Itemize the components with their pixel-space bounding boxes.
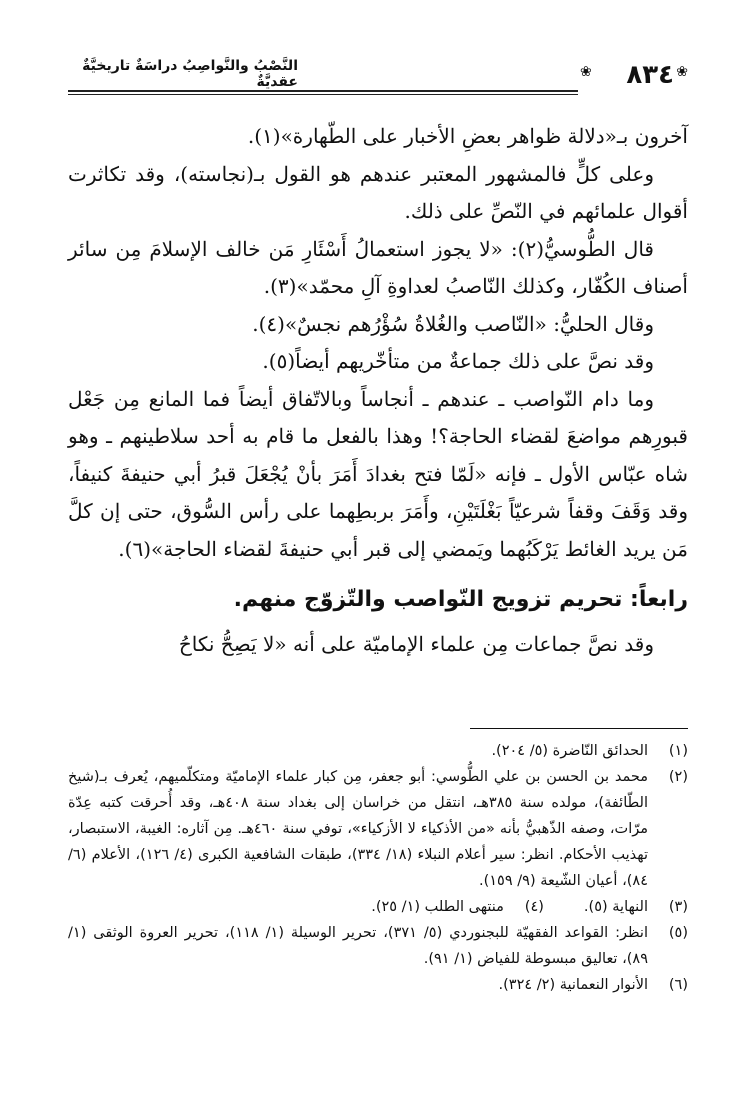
- footnote-separator: [470, 728, 688, 729]
- page-number-box: [578, 56, 688, 100]
- footnote: [584, 894, 688, 920]
- footnote-pair: [68, 894, 688, 920]
- footnote: [68, 764, 688, 894]
- paragraph: آخرون بـ«دلالة ظواهر بعضِ الأخبار على الطّهارة»(١).: [247, 124, 688, 148]
- footnote-text: منتهى الطلب (١/ ٢٥).: [371, 899, 504, 915]
- footnote-number: (٦): [668, 977, 688, 993]
- page-header: [68, 52, 688, 112]
- footnote-number: (٢): [668, 769, 688, 785]
- footnote-number: (١): [668, 743, 688, 759]
- footnote: [68, 972, 688, 998]
- footnote-number: (٣): [668, 899, 688, 915]
- paragraph: وعلى كلٍّ فالمشهور المعتبر عندهم هو القول بـ(نجاسته)، وقد تكاثرت أقوال علمائهم في النّصِّ على ذلك.: [68, 161, 688, 223]
- page-number: ٨٣٤: [626, 60, 674, 90]
- section-heading: رابعاً: تحريم تزويج النّواصب والتّزوّج منهم.: [233, 587, 688, 612]
- paragraph: قال الطُّوسيُّ(٢): «لا يجوز استعمالُ أَسْئَارِ مَن خالف الإسلامَ مِن سائر أصناف الكُفّار، وكذلك النّاصبُ لعداوةِ آلِ محمّد»(٣).: [68, 236, 688, 298]
- footnote-number: (٥): [668, 925, 688, 941]
- running-title: النَّصْبُ والنَّواصِبُ دراسَةٌ تاريخيَّةٌ عقديَّةٌ: [82, 58, 298, 90]
- ornament-icon: ❀: [676, 64, 688, 80]
- footnote: [371, 894, 544, 920]
- footnote-number: (٤): [524, 899, 544, 915]
- paragraph: وقد نصَّ جماعات مِن علماء الإماميّة على أنه «لا يَصِحُّ نكاحُ: [178, 632, 654, 656]
- paragraph: وقال الحليُّ: «النّاصب والغُلاةُ سُؤْرُهم نجسٌ»(٤).: [252, 311, 654, 336]
- paragraph: وما دام النّواصب ـ عندهم ـ أنجاساً وبالاتّفاق أيضاً فما المانع مِن جَعْل قبورِهم مواضعَ لقضاء الحاجة؟! وهذا بالفعل ما قام به أحد سلاطينهم ـ وهو شاه عبّاس الأول ـ فإنه «لَمّا فتح بغدادَ أَمَرَ بأنْ يُجْعَلَ قبرُ أبي حنيفةَ كنيفاً، وقد وَقَفَ وقفاً شرعيّاً بَغْلَتَيْنِ، وأَمَرَ بربطِهما على رأس السُّوق، حتى إن كلَّ مَن يريد الغائط يَرْكَبُهما ويَمضي إلى قبر أبي حنيفةَ لقضاء الحاجة»(٦).: [68, 386, 688, 561]
- footnote-text: محمد بن الحسن بن علي الطُّوسي: أبو جعفر، مِن كبار علماء الإماميّة ومتكلّميهم، يُعرف بـ(شيخ الطّائفة)، مولده سنة ٣٨٥هـ، انتقل من خراسان إلى بغداد سنة ٤٠٨هـ، وقد أُحرقت كتبه عِدّة مرّات، وصفه الذّهبيُّ بأنه «من الأذكياء لا الأزكياء»، توفي سنة ٤٦٠هـ. مِن آثاره: الغيبة، الاستبصار، تهذيب الأحكام. انظر: سير أعلام النبلاء (١٨/ ٣٣٤)، طبقات الشافعية الكبرى (٤/ ١٢٦)، الأعلام (٦/ ٨٤)، أعيان الشّيعة (٩/ ١٥٩).: [68, 769, 648, 889]
- footnote: [68, 738, 688, 764]
- footnote-text: النهاية (٥).: [583, 899, 648, 915]
- footnote-text: الحدائق النّاضرة (٥/ ٢٠٤).: [491, 743, 648, 759]
- footnotes: [68, 738, 688, 998]
- main-text: [68, 118, 688, 664]
- footnote-text: الأنوار النعمانية (٢/ ٣٢٤).: [498, 977, 648, 993]
- footnote: [68, 920, 688, 972]
- footnote-text: انظر: القواعد الفقهيّة للبجنوردي (٥/ ٣٧١)، تحرير الوسيلة (١/ ١١٨)، تحرير العروة الوثقى (١/ ٨٩)، تعاليق مبسوطة للفياض (١/ ٩١).: [68, 925, 648, 967]
- ornament-icon: ❀: [580, 64, 592, 80]
- paragraph: وقد نصَّ على ذلك جماعةٌ من متأخّريهم أيضاً(٥).: [262, 349, 654, 373]
